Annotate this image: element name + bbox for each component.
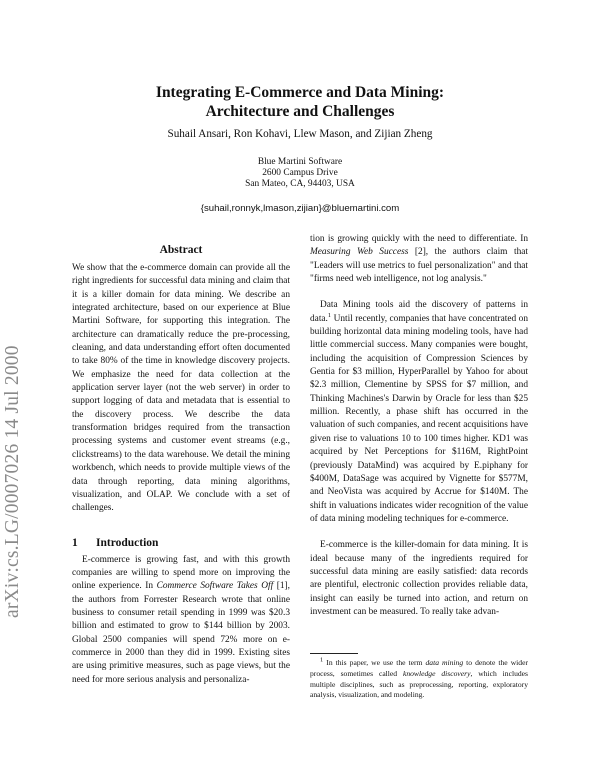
- continued-text-b: [2], the authors claim that "Leaders will use metrics to fuel personalization" and that "firms need web intelligence, not log analysis.": [310, 247, 528, 285]
- footnote-mark: 1: [320, 656, 324, 664]
- footnote-term-2: knowledge discovery: [402, 668, 471, 678]
- right-column: [310, 233, 528, 619]
- left-column: [72, 243, 290, 687]
- section-heading-introduction: [72, 536, 290, 551]
- author-list: Suhail Ansari, Ron Kohavi, Llew Mason, and Zijian Zheng: [167, 128, 433, 140]
- footnote: [310, 658, 528, 701]
- section-number: 1: [72, 536, 78, 549]
- affiliation-street: 2600 Campus Drive: [262, 168, 338, 178]
- title-line-2: Architecture and Challenges: [205, 103, 395, 120]
- tools-text-a: Data Mining tools aid the discovery of patterns in data.: [310, 300, 528, 324]
- cited-title: Commerce Software Takes Off: [156, 581, 274, 592]
- footnote-text-c: , which includes multiple disciplines, such as preprocessing, reporting, exploratory analysis, visualization, and modeling.: [310, 668, 528, 700]
- footnote-marker: 1: [327, 311, 332, 319]
- intro-text-b: [1], the authors from Forrester Research wrote that online business to consumer retail spending in 1999 was $20.3 billion and estimated to grow to $144 billion by 2003. Global 2500 companies will spend 72% more on e-commerce in 2000 than they did in 1999. Existing sites are using primitive measures, such as page views, but the need for more serious analysis and personaliza-: [72, 581, 290, 685]
- paper-title: [72, 83, 528, 121]
- arxiv-identifier: arXiv:cs.LG/0007026 14 Jul 2000: [2, 345, 23, 618]
- footnote-text-b: to denote the wider process, sometimes called: [310, 658, 528, 678]
- intro-paragraph: [72, 554, 290, 687]
- continued-paragraph: [310, 233, 528, 286]
- affiliation-city: San Mateo, CA, 94403, USA: [245, 179, 355, 189]
- abstract-text: We show that the e-commerce domain can provide all the right ingredients for successful data mining and claim that it is a killer domain for data mining. We describe an integrated architecture, based on our experience at Blue Martini Software, for supporting this integration. The architecture can dramatically reduce the pre-processing, cleaning, and data understanding effort often documented to take 80% of the time in knowledge discovery projects. We emphasize the need for data collection at the application server layer (not the web server) in order to support logging of data and metadata that is essential to the discovery process. We describe the data transformation bridges required from the transaction processing systems and customer event streams (e.g., clickstreams) to the data warehouse. We detail the mining workbench, which needs to provide multiple views of the data through reporting, data mining algorithms, visualization, and OLAP. We conclude with a set of challenges.: [72, 263, 290, 514]
- affiliation-org: Blue Martini Software: [257, 157, 343, 167]
- killer-domain-paragraph: E-commerce is the killer-domain for data mining. It is ideal because many of the ingredients required for successful data mining are easily satisfied: data records are plentiful, electronic collection provides reliable data, insight can easily be turned into action, and return on investment can be measured. To really take advan-: [310, 540, 528, 617]
- continued-text-a: tion is growing quickly with the need to differentiate. In: [310, 234, 528, 244]
- author-emails: {suhail,ronnyk,lmason,zijian}@bluemartini.com: [200, 203, 400, 214]
- section-title: Introduction: [96, 536, 159, 549]
- title-line-1: Integrating E-Commerce and Data Mining:: [155, 84, 445, 101]
- footnote-term-1: data mining: [425, 658, 464, 667]
- intro-text-a: E-commerce is growing fast, and with this growth companies are willing to spend more on improving the online experience. In: [72, 554, 290, 592]
- data-mining-tools-paragraph: [310, 299, 528, 526]
- tools-text-b: Until recently, companies that have concentrated on building horizontal data mining modeling tools, have had little commercial success. Many companies were bought, including the acquisition of Compression Sciences by Gentia for $3 million, HyperParallel by Yahoo for about $2.3 million, Clementine by SPSS for $7 million, and Thinking Machines's Darwin by Oracle for less than $25 million. Recently, a phase shift has occurred in the valuation of such companies, and recent acquisitions have given rise to valuations 10 to 100 times higher. KD1 was acquired by Net Perceptions for $116M, RightPoint (previously DataMind) was acquired by E.piphany for $400M, DataSage was acquired by Vignette for $577M, and NeoVista was acquired by Accrue for $140M. The shift in valuations indicates wider recognition of the value of data mining modeling techniques for e-commerce.: [310, 313, 528, 524]
- cited-title: Measuring Web Success: [310, 247, 409, 258]
- affiliation: [72, 157, 528, 190]
- footnote-text-a: In this paper, we use the term: [323, 658, 426, 667]
- footnote-divider: [310, 653, 358, 654]
- abstract-heading: Abstract: [159, 244, 203, 256]
